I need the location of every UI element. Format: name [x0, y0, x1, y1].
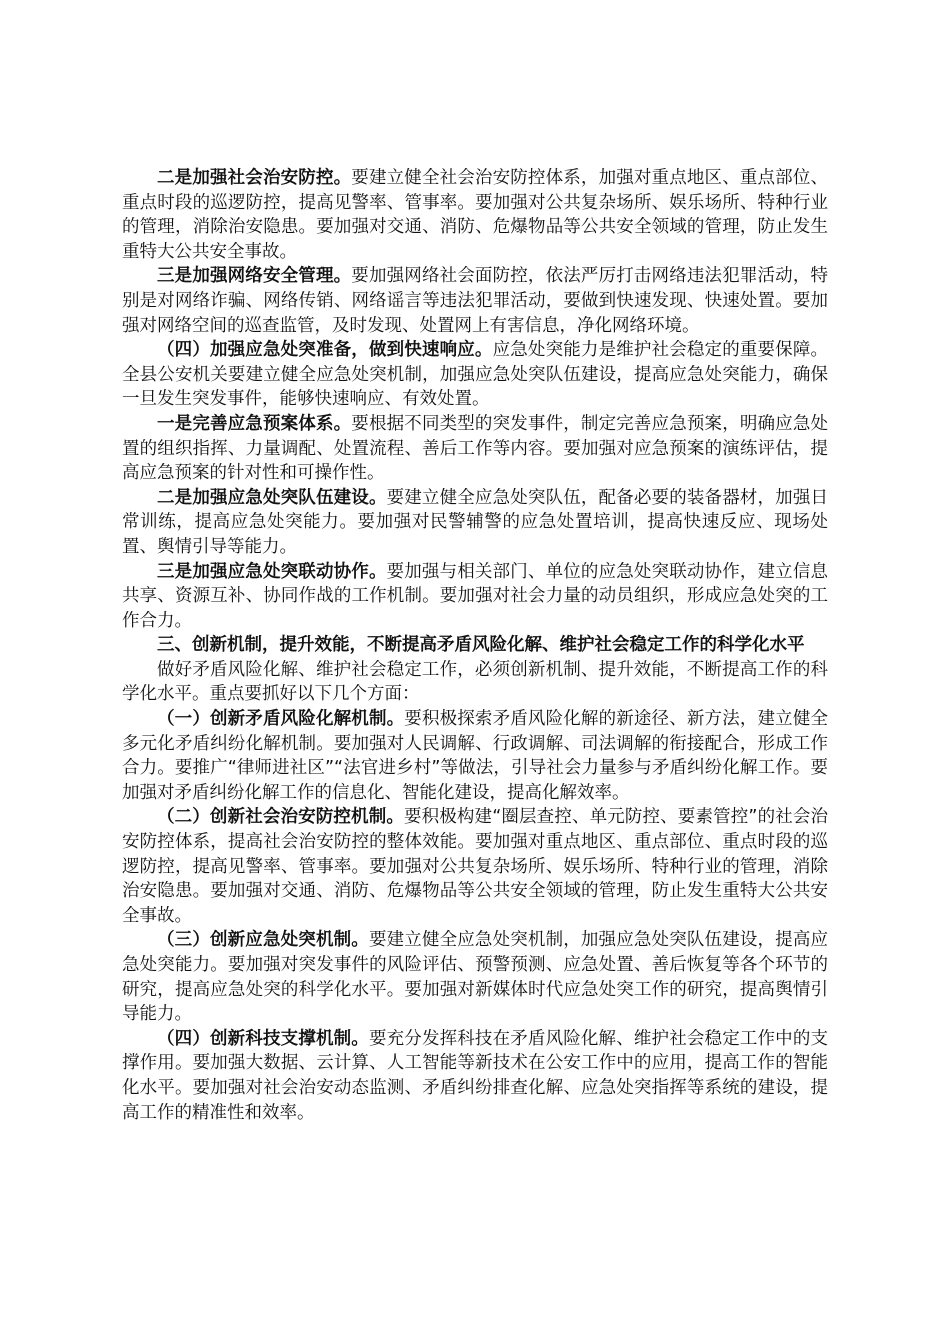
paragraph-2-text: 要加强网络社会面防控，依法严厉打击网络违法犯罪活动，特别是对网络诈骗、网络传销、网络谣言等违法犯罪活动，要做到快速发现、快速处置。要加强对网络空间的巡查监管，及时发现、处置网上有害信息，净化网络环境。 — [122, 266, 829, 336]
paragraph-10 — [122, 1027, 828, 1125]
paragraph-1-heading: 二是加强社会治安防控。 — [157, 168, 352, 188]
paragraph-7-heading: （一）创新矛盾风险化解机制。 — [157, 709, 405, 730]
paragraph-4-heading: 一是完善应急预案体系。 — [157, 413, 352, 434]
paragraph-6 — [122, 560, 828, 634]
paragraph-8 — [122, 805, 828, 928]
paragraph-6-text: 要加强与相关部门、单位的应急处突联动协作，建立信息共享、资源互补、协同作战的工作机制。要加强对社会力量的动员组织，形成应急处突的工作合力。 — [122, 561, 828, 631]
paragraph-2-heading: 三是加强网络安全管理。 — [157, 266, 352, 287]
paragraph-3 — [122, 338, 828, 412]
paragraph-10-heading: （四）创新科技支撑机制。 — [157, 1028, 369, 1049]
paragraph-9-text: 要建立健全应急处突机制，加强应急处突队伍建设，提高应急处突能力。要加强对突发事件的风险评估、预警预测、应急处置、善后恢复等各个环节的研究，提高应急处突的科学化水平。要加强对新媒体时代应急处突工作的研究，提高舆情引导能力。 — [122, 930, 829, 1025]
section-heading-text: 三、创新机制，提升效能，不断提高矛盾风险化解、维护社会稳定工作的科学化水平 — [157, 635, 805, 656]
paragraph-intro-text: 做好矛盾风险化解、维护社会稳定工作，必须创新机制、提升效能，不断提高工作的科学化水平。重点要抓好以下几个方面： — [122, 659, 828, 705]
paragraph-1-text: 要建立健全社会治安防控体系，加强对重点地区、重点部位、重点时段的巡逻防控，提高见警率、管事率。要加强对公共复杂场所、娱乐场所、特种行业的管理，消除治安隐患。要加强对交通、消防、危爆物品等公共安全领域的管理，防止发生重特大公共安全事故。 — [122, 168, 829, 262]
paragraph-5-heading: 二是加强应急处突队伍建设。 — [157, 487, 387, 508]
paragraph-8-text: 要积极构建“圈层查控、单元防控、要素管控”的社会治安防控体系，提高社会治安防控的整体效能。要加强对重点地区、重点部位、重点时段的巡逻防控，提高见警率、管事率。要加强对公共复杂场所、娱乐场所、特种行业的管理，消除治安隐患。要加强对交通、消防、危爆物品等公共安全领域的管理，防止发生重特大公共安全事故。 — [122, 807, 828, 926]
paragraph-5 — [122, 486, 828, 560]
paragraph-9 — [122, 928, 828, 1026]
paragraph-9-heading: （三）创新应急处突机制。 — [157, 930, 369, 951]
paragraph-4-text: 要根据不同类型的突发事件，制定完善应急预案，明确应急处置的组织指挥、力量调配、处置流程、善后工作等内容。要加强对应急预案的演练评估，提高应急预案的针对性和可操作性。 — [122, 413, 829, 484]
paragraph-intro — [122, 658, 828, 707]
paragraph-2 — [122, 264, 828, 338]
paragraph-4 — [122, 412, 828, 486]
paragraph-5-text: 要建立健全应急处突队伍，配备必要的装备器材，加强日常训练，提高应急处突能力。要加强对民警辅警的应急处置培训，提高快速反应、现场处置、舆情引导等能力。 — [122, 487, 828, 557]
paragraph-6-heading: 三是加强应急处突联动协作。 — [157, 561, 387, 582]
section-heading — [122, 633, 828, 658]
paragraph-1 — [122, 166, 828, 264]
paragraph-3-text: 应急处突能力是维护社会稳定的重要保障。全县公安机关要建立健全应急处突机制，加强应急处突队伍建设，提高应急处突能力，确保一旦发生突发事件，能够快速响应、有效处置。 — [122, 340, 829, 410]
paragraph-7 — [122, 707, 828, 805]
paragraph-10-text: 要充分发挥科技在矛盾风险化解、维护社会稳定工作中的支撑作用。要加强大数据、云计算、人工智能等新技术在公安工作中的应用，提高工作的智能化水平。要加强对社会治安动态监测、矛盾纠纷排查化解、应急处突指挥等系统的建设，提高工作的精准性和效率。 — [122, 1028, 829, 1123]
paragraph-3-heading: （四）加强应急处突准备，做到快速响应。 — [157, 340, 493, 361]
paragraph-8-heading: （二）创新社会治安防控机制。 — [157, 807, 404, 828]
paragraph-7-text: 要积极探索矛盾风险化解的新途径、新方法，建立健全多元化矛盾纠纷化解机制。要加强对人民调解、行政调解、司法调解的衔接配合，形成工作合力。要推广“律师进社区”“法官进乡村”等做法，引导社会力量参与矛盾纠纷化解工作。要加强对矛盾纠纷化解工作的信息化、智能化建设，提高化解效率。 — [122, 709, 829, 803]
document-body — [122, 166, 828, 1125]
